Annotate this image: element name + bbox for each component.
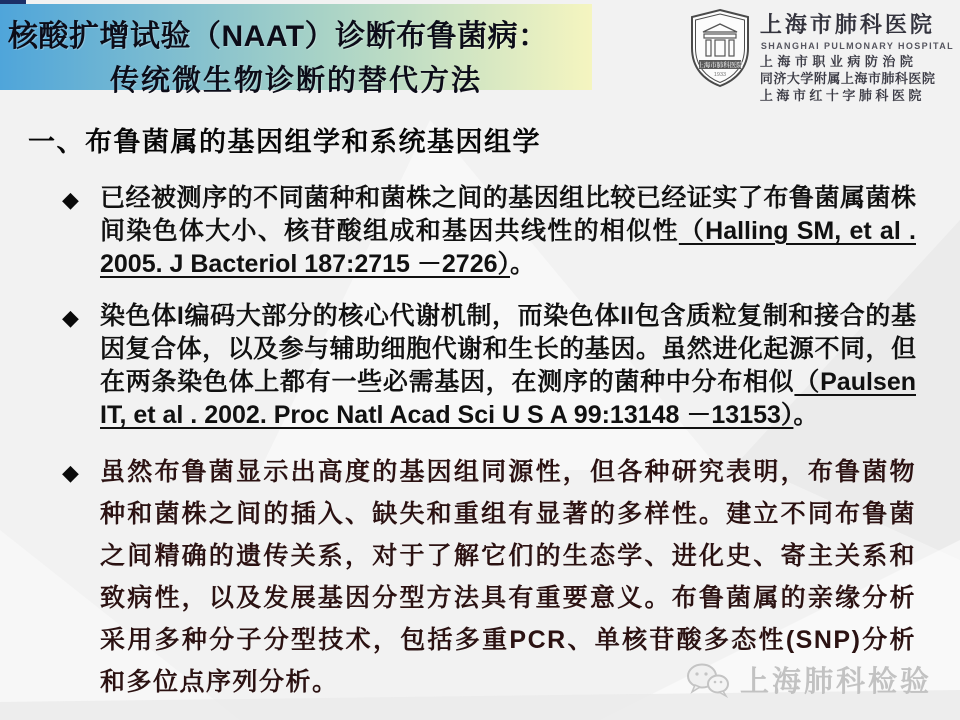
bullet-2-suffix: 。: [793, 401, 819, 429]
shield-year: 1933: [713, 72, 726, 78]
wechat-icon: [686, 662, 730, 698]
bullet-item-2: [64, 300, 916, 432]
hospital-affiliation-2: 同济大学附属上海市肺科医院: [759, 71, 936, 86]
bullet-1-text: 已经被测序的不同菌种和菌株之间的基因组比较已经证实了布鲁菌属菌株间染色体大小、核苷酸组成和基因共线性的相似性: [100, 184, 916, 245]
hospital-affiliation-1: 上海市职业病防治院: [759, 54, 918, 69]
hospital-affiliation-3: 上海市红十字肺科医院: [759, 88, 925, 103]
bullet-3-text: 虽然布鲁菌显示出高度的基因组同源性，但各种研究表明，布鲁菌物种和菌株之间的插入、缺失和重组有显著的多样性。建立不同布鲁菌之间精确的遗传关系，对于了解它们的生态学、进化史、寄主关系和致病性，以及发展基因分型方法具有重要意义。布鲁菌属的亲缘分析采用多种分子分型技术，包括多重PCR、单核苷酸多态性(SNP)分析和多位点序列分析。: [100, 458, 916, 696]
bullet-2-text: 染色体I编码大部分的核心代谢机制，而染色体II包含质粒复制和接合的基因复合体，以及参与辅助细胞代谢和生长的基因。虽然进化起源不同，但在两条染色体上都有一些必需基因，在测序的菌种中分布相似: [100, 302, 916, 396]
hospital-logo-text: [760, 8, 954, 104]
shield-label: 上海市肺科医院: [697, 62, 743, 69]
slide-title-line2: 传统微生物诊断的替代方法: [109, 65, 482, 97]
bullet-2-citation: （Paulsen IT, et al . 2002. Proc Natl Acad Sci U S A 99:13148 －13153）: [100, 368, 916, 429]
section-heading: 一、布鲁菌属的基因组学和系统基因组学: [28, 127, 541, 157]
hospital-shield-icon: [689, 8, 751, 88]
watermark-text: 上海肺科检验: [739, 666, 932, 698]
title-banner: [0, 4, 592, 97]
bullet-item-1: [64, 182, 916, 281]
slide-body: [28, 120, 916, 720]
bullet-1-suffix: 。: [510, 250, 536, 278]
hospital-name-en: SHANGHAI PULMONARY HOSPITAL: [760, 41, 954, 51]
hospital-logo: [689, 8, 954, 104]
diamond-bullet-icon: ◆: [62, 305, 79, 330]
diamond-bullet-icon: ◆: [62, 187, 79, 212]
bullet-1-citation: （Halling SM, et al . 2005. J Bacteriol 187:2715 －2726）: [100, 217, 916, 278]
diamond-bullet-icon: ◆: [62, 460, 81, 485]
watermark: [686, 659, 932, 700]
hospital-name-cn: 上海市肺科医院: [759, 12, 935, 37]
slide-title-line1: 核酸扩增试验（NAAT）诊断布鲁菌病：: [8, 20, 549, 53]
